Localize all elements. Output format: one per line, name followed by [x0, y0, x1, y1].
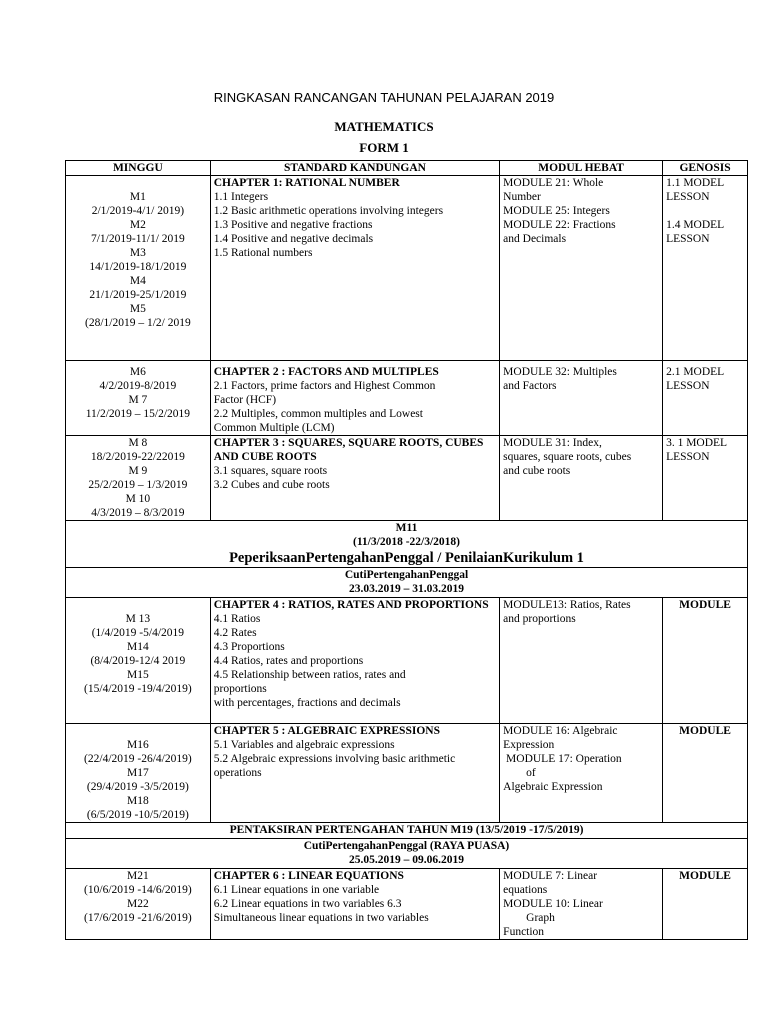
topic-item: Common Multiple (LCM) — [213, 422, 335, 434]
week-dates: (10/6/2019 -14/6/2019) — [84, 884, 192, 896]
topic-item: 4.2 Rates — [213, 627, 257, 639]
chapter-title: CHAPTER 3 : SQUARES, SQUARE ROOTS, CUBES AND CUBE ROOTS — [213, 437, 484, 463]
topic-item: 5.1 Variables and algebraic expressions — [213, 739, 395, 751]
header-minggu: MINGGU — [66, 161, 211, 176]
exam-row — [66, 521, 748, 568]
genosis-line: 1.1 MODEL — [666, 177, 725, 189]
table-row — [66, 176, 748, 361]
week-cell — [66, 724, 211, 823]
week-cell — [66, 436, 211, 521]
module-line: MODULE 31: Index, — [503, 437, 602, 449]
module-line: of — [503, 767, 536, 779]
header-standard-kandungan: STANDARD KANDUNGAN — [210, 161, 499, 176]
week-dates: (28/1/2019 – 1/2/ 2019 — [85, 317, 191, 329]
genosis-line: MODULE — [679, 599, 731, 611]
topic-item: 2.2 Multiples, common multiples and Lowest — [213, 408, 423, 420]
genosis-line: MODULE — [679, 870, 731, 882]
holiday-cell — [66, 839, 748, 869]
week-label: M3 — [129, 247, 146, 259]
exam-dates: (11/3/2018 -22/3/2018) — [352, 536, 460, 548]
module-line: MODULE 21: Whole — [503, 177, 604, 189]
header-modul-hebat: MODUL HEBAT — [500, 161, 663, 176]
topic-item: 3.1 squares, square roots — [213, 465, 328, 477]
topic-item: 6.1 Linear equations in one variable — [213, 884, 380, 896]
exam-cell — [66, 521, 748, 568]
week-label: M4 — [129, 275, 146, 287]
genosis-cell — [663, 598, 748, 724]
module-cell — [500, 436, 663, 521]
week-label: M18 — [127, 795, 149, 807]
week-dates: 7/1/2019-11/1/ 2019 — [90, 233, 185, 245]
module-line: MODULE13: Ratios, Rates — [503, 599, 631, 611]
genosis-cell — [663, 436, 748, 521]
week-cell — [66, 598, 211, 724]
module-line: Algebraic Expression — [503, 781, 603, 793]
week-dates: 11/2/2019 – 15/2/2019 — [85, 408, 191, 420]
topic-item: with percentages, fractions and decimals — [213, 697, 401, 709]
topic-item: 1.1 Integers — [213, 191, 269, 203]
week-label: M17 — [127, 767, 149, 779]
week-dates: (15/4/2019 -19/4/2019) — [84, 683, 192, 695]
week-dates: 4/3/2019 – 8/3/2019 — [91, 507, 185, 519]
module-cell — [500, 869, 663, 940]
week-label: M 13 — [125, 613, 151, 625]
holiday-row — [66, 839, 748, 869]
holiday-label: CutiPertengahanPenggal — [344, 569, 469, 581]
chapter-title: CHAPTER 2 : FACTORS AND MULTIPLES — [213, 366, 439, 378]
module-line: Function — [503, 926, 545, 938]
topic-item: 3.2 Cubes and cube roots — [213, 479, 330, 491]
module-line: MODULE 7: Linear — [503, 870, 598, 882]
week-label: M14 — [127, 641, 149, 653]
week-dates: 4/2/2019-8/2019 — [99, 380, 177, 392]
week-dates: 14/1/2019-18/1/2019 — [89, 261, 187, 273]
module-line: MODULE 10: Linear — [503, 898, 603, 910]
chapter-title: CHAPTER 5 : ALGEBRAIC EXPRESSIONS — [213, 725, 440, 737]
genosis-line: LESSON — [666, 380, 710, 392]
week-dates: 21/1/2019-25/1/2019 — [89, 289, 187, 301]
module-line: MODULE 22: Fractions — [503, 219, 616, 231]
document-title: RINGKASAN RANCANGAN TAHUNAN PELAJARAN 2019 — [213, 90, 555, 105]
exam-week: M11 — [395, 522, 418, 534]
genosis-cell — [663, 176, 748, 361]
week-label: M2 — [129, 219, 146, 231]
table-row — [66, 361, 748, 436]
week-label: M22 — [127, 898, 149, 910]
module-line: MODULE 25: Integers — [503, 205, 610, 217]
form-heading: FORM 1 — [359, 140, 409, 155]
assessment-cell — [66, 823, 748, 839]
content-cell — [210, 436, 499, 521]
topic-item: 4.4 Ratios, rates and proportions — [213, 655, 364, 667]
holiday-cell — [66, 568, 748, 598]
content-cell — [210, 724, 499, 823]
content-cell — [210, 176, 499, 361]
week-dates: (17/6/2019 -21/6/2019) — [84, 912, 192, 924]
topic-item: 4.1 Ratios — [213, 613, 261, 625]
week-dates: (22/4/2019 -26/4/2019) — [84, 753, 192, 765]
module-line: Number — [503, 191, 541, 203]
genosis-cell — [663, 724, 748, 823]
table-row — [66, 436, 748, 521]
yearly-plan-table — [65, 160, 748, 940]
table-row — [66, 724, 748, 823]
topic-item: 1.3 Positive and negative fractions — [213, 219, 373, 231]
module-cell — [500, 176, 663, 361]
module-cell — [500, 361, 663, 436]
genosis-cell — [663, 869, 748, 940]
topic-item: operations — [213, 767, 262, 779]
chapter-title: CHAPTER 1: RATIONAL NUMBER — [213, 177, 400, 189]
header-genosis: GENOSIS — [663, 161, 748, 176]
topic-item: 4.3 Proportions — [213, 641, 285, 653]
week-label: M 7 — [128, 394, 148, 406]
exam-label: PeperiksaanPertengahanPenggal / PenilaianKurikulum 1 — [229, 550, 584, 566]
subject-heading: MATHEMATICS — [334, 119, 434, 134]
topic-item: 1.4 Positive and negative decimals — [213, 233, 374, 245]
week-label: M6 — [129, 366, 146, 378]
topic-item: proportions — [213, 683, 267, 695]
genosis-line: LESSON — [666, 191, 710, 203]
topic-item: 6.2 Linear equations in two variables 6.3 — [213, 898, 402, 910]
assessment-row — [66, 823, 748, 839]
content-cell — [210, 361, 499, 436]
genosis-line: MODULE — [679, 725, 731, 737]
module-line: and proportions — [503, 613, 576, 625]
assessment-label: PENTAKSIRAN PERTENGAHAN TAHUN M19 (13/5/2019 -17/5/2019) — [229, 824, 584, 836]
week-label: M 9 — [128, 465, 148, 477]
topic-item: 4.5 Relationship between ratios, rates and — [213, 669, 406, 681]
module-line: MODULE 17: Operation — [503, 753, 622, 765]
week-dates: (29/4/2019 -3/5/2019) — [86, 781, 189, 793]
week-dates: (8/4/2019-12/4 2019 — [90, 655, 186, 667]
week-label: M 8 — [128, 437, 148, 449]
module-line: and cube roots — [503, 465, 571, 477]
module-line: and Decimals — [503, 233, 567, 245]
table-row — [66, 869, 748, 940]
module-line: MODULE 32: Multiples — [503, 366, 617, 378]
week-label: M15 — [127, 669, 149, 681]
module-line: squares, square roots, cubes — [503, 451, 632, 463]
genosis-line: LESSON — [666, 451, 710, 463]
week-label: M16 — [127, 739, 149, 751]
topic-item: 5.2 Algebraic expressions involving basic arithmetic — [213, 753, 456, 765]
genosis-line: 2.1 MODEL — [666, 366, 725, 378]
holiday-label: CutiPertengahanPenggal (RAYA PUASA) — [303, 840, 510, 852]
week-cell — [66, 869, 211, 940]
holiday-dates: 25.05.2019 – 09.06.2019 — [349, 854, 464, 866]
module-line: Graph — [503, 912, 555, 924]
genosis-line: 1.4 MODEL — [666, 219, 725, 231]
week-dates: (1/4/2019 -5/4/2019 — [91, 627, 185, 639]
week-dates: (6/5/2019 -10/5/2019) — [86, 809, 189, 821]
week-cell — [66, 361, 211, 436]
header-row — [66, 161, 748, 176]
content-cell — [210, 598, 499, 724]
week-dates: 25/2/2019 – 1/3/2019 — [88, 479, 188, 491]
holiday-dates: 23.03.2019 – 31.03.2019 — [349, 583, 464, 595]
week-label: M5 — [129, 303, 146, 315]
chapter-title: CHAPTER 6 : LINEAR EQUATIONS — [213, 870, 404, 882]
genosis-line: LESSON — [666, 233, 710, 245]
week-label: M1 — [129, 191, 146, 203]
module-cell — [500, 724, 663, 823]
holiday-row — [66, 568, 748, 598]
module-cell — [500, 598, 663, 724]
module-line: equations — [503, 884, 548, 896]
topic-item: Simultaneous linear equations in two variables — [213, 912, 429, 924]
genosis-cell — [663, 361, 748, 436]
genosis-line: 3. 1 MODEL — [666, 437, 728, 449]
week-dates: 2/1/2019-4/1/ 2019) — [91, 205, 185, 217]
week-label: M21 — [127, 870, 149, 882]
module-line: Expression — [503, 739, 555, 751]
week-dates: 18/2/2019-22/22019 — [90, 451, 185, 463]
topic-item: 1.5 Rational numbers — [213, 247, 313, 259]
table-row — [66, 598, 748, 724]
content-cell — [210, 869, 499, 940]
chapter-title: CHAPTER 4 : RATIOS, RATES AND PROPORTIONS — [213, 599, 489, 611]
topic-item: 1.2 Basic arithmetic operations involving integers — [213, 205, 444, 217]
topic-item: 2.1 Factors, prime factors and Highest Common — [213, 380, 436, 392]
module-line: and Factors — [503, 380, 557, 392]
module-line: MODULE 16: Algebraic — [503, 725, 618, 737]
week-cell — [66, 176, 211, 361]
topic-item: Factor (HCF) — [213, 394, 277, 406]
week-label: M 10 — [125, 493, 151, 505]
